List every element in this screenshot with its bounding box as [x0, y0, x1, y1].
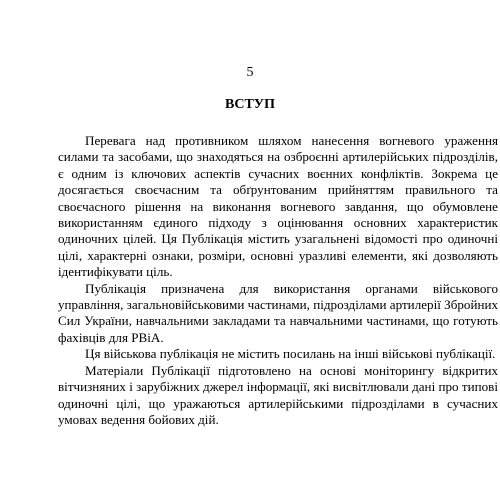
section-title: ВСТУП [225, 97, 275, 112]
document-body [58, 133, 498, 428]
paragraph: Ця військова публікація не містить посилань на інші військові публікації. [85, 346, 496, 362]
paragraph: Матеріали Публікації підготовлено на основі моніторингу відкритих вітчизняних і зарубіжних джерел інформації, які висвітлювали дані про типові одиночні цілі, що уражаються артилерійськими підрозділами в сучасних умовах ведення бойових дій. [58, 362, 498, 427]
paragraph: Публікація призначена для використання органами військового управління, загальновійськовими частинами, підрозділами артилерії Збройних Сил України, навчальними закладами та навчальними частинами, що готують фахівців для РВіА. [58, 280, 499, 345]
paragraph: Перевага над противником шляхом нанесення вогневого ураження силами та засобами, що знаходяться на озброєнні артилерійських підрозділів, є одним із ключових аспектів сучасних воєнних конфліктів. Зокрема це досягається своєчасним та обґрунтованим прийняттям правильного та своєчасного рішення на виконання вогневого завдання, що обумовлене використанням єдиного підходу з оцінювання основних характеристик одиночних цілей. Ця Публікація містить узагальнені відомості про одиночні цілі, характерні ознаки, розміри, основні уразливі елементи, які дозволяють ідентифікувати ціль. [58, 133, 498, 280]
page-number: 5 [246, 65, 254, 80]
